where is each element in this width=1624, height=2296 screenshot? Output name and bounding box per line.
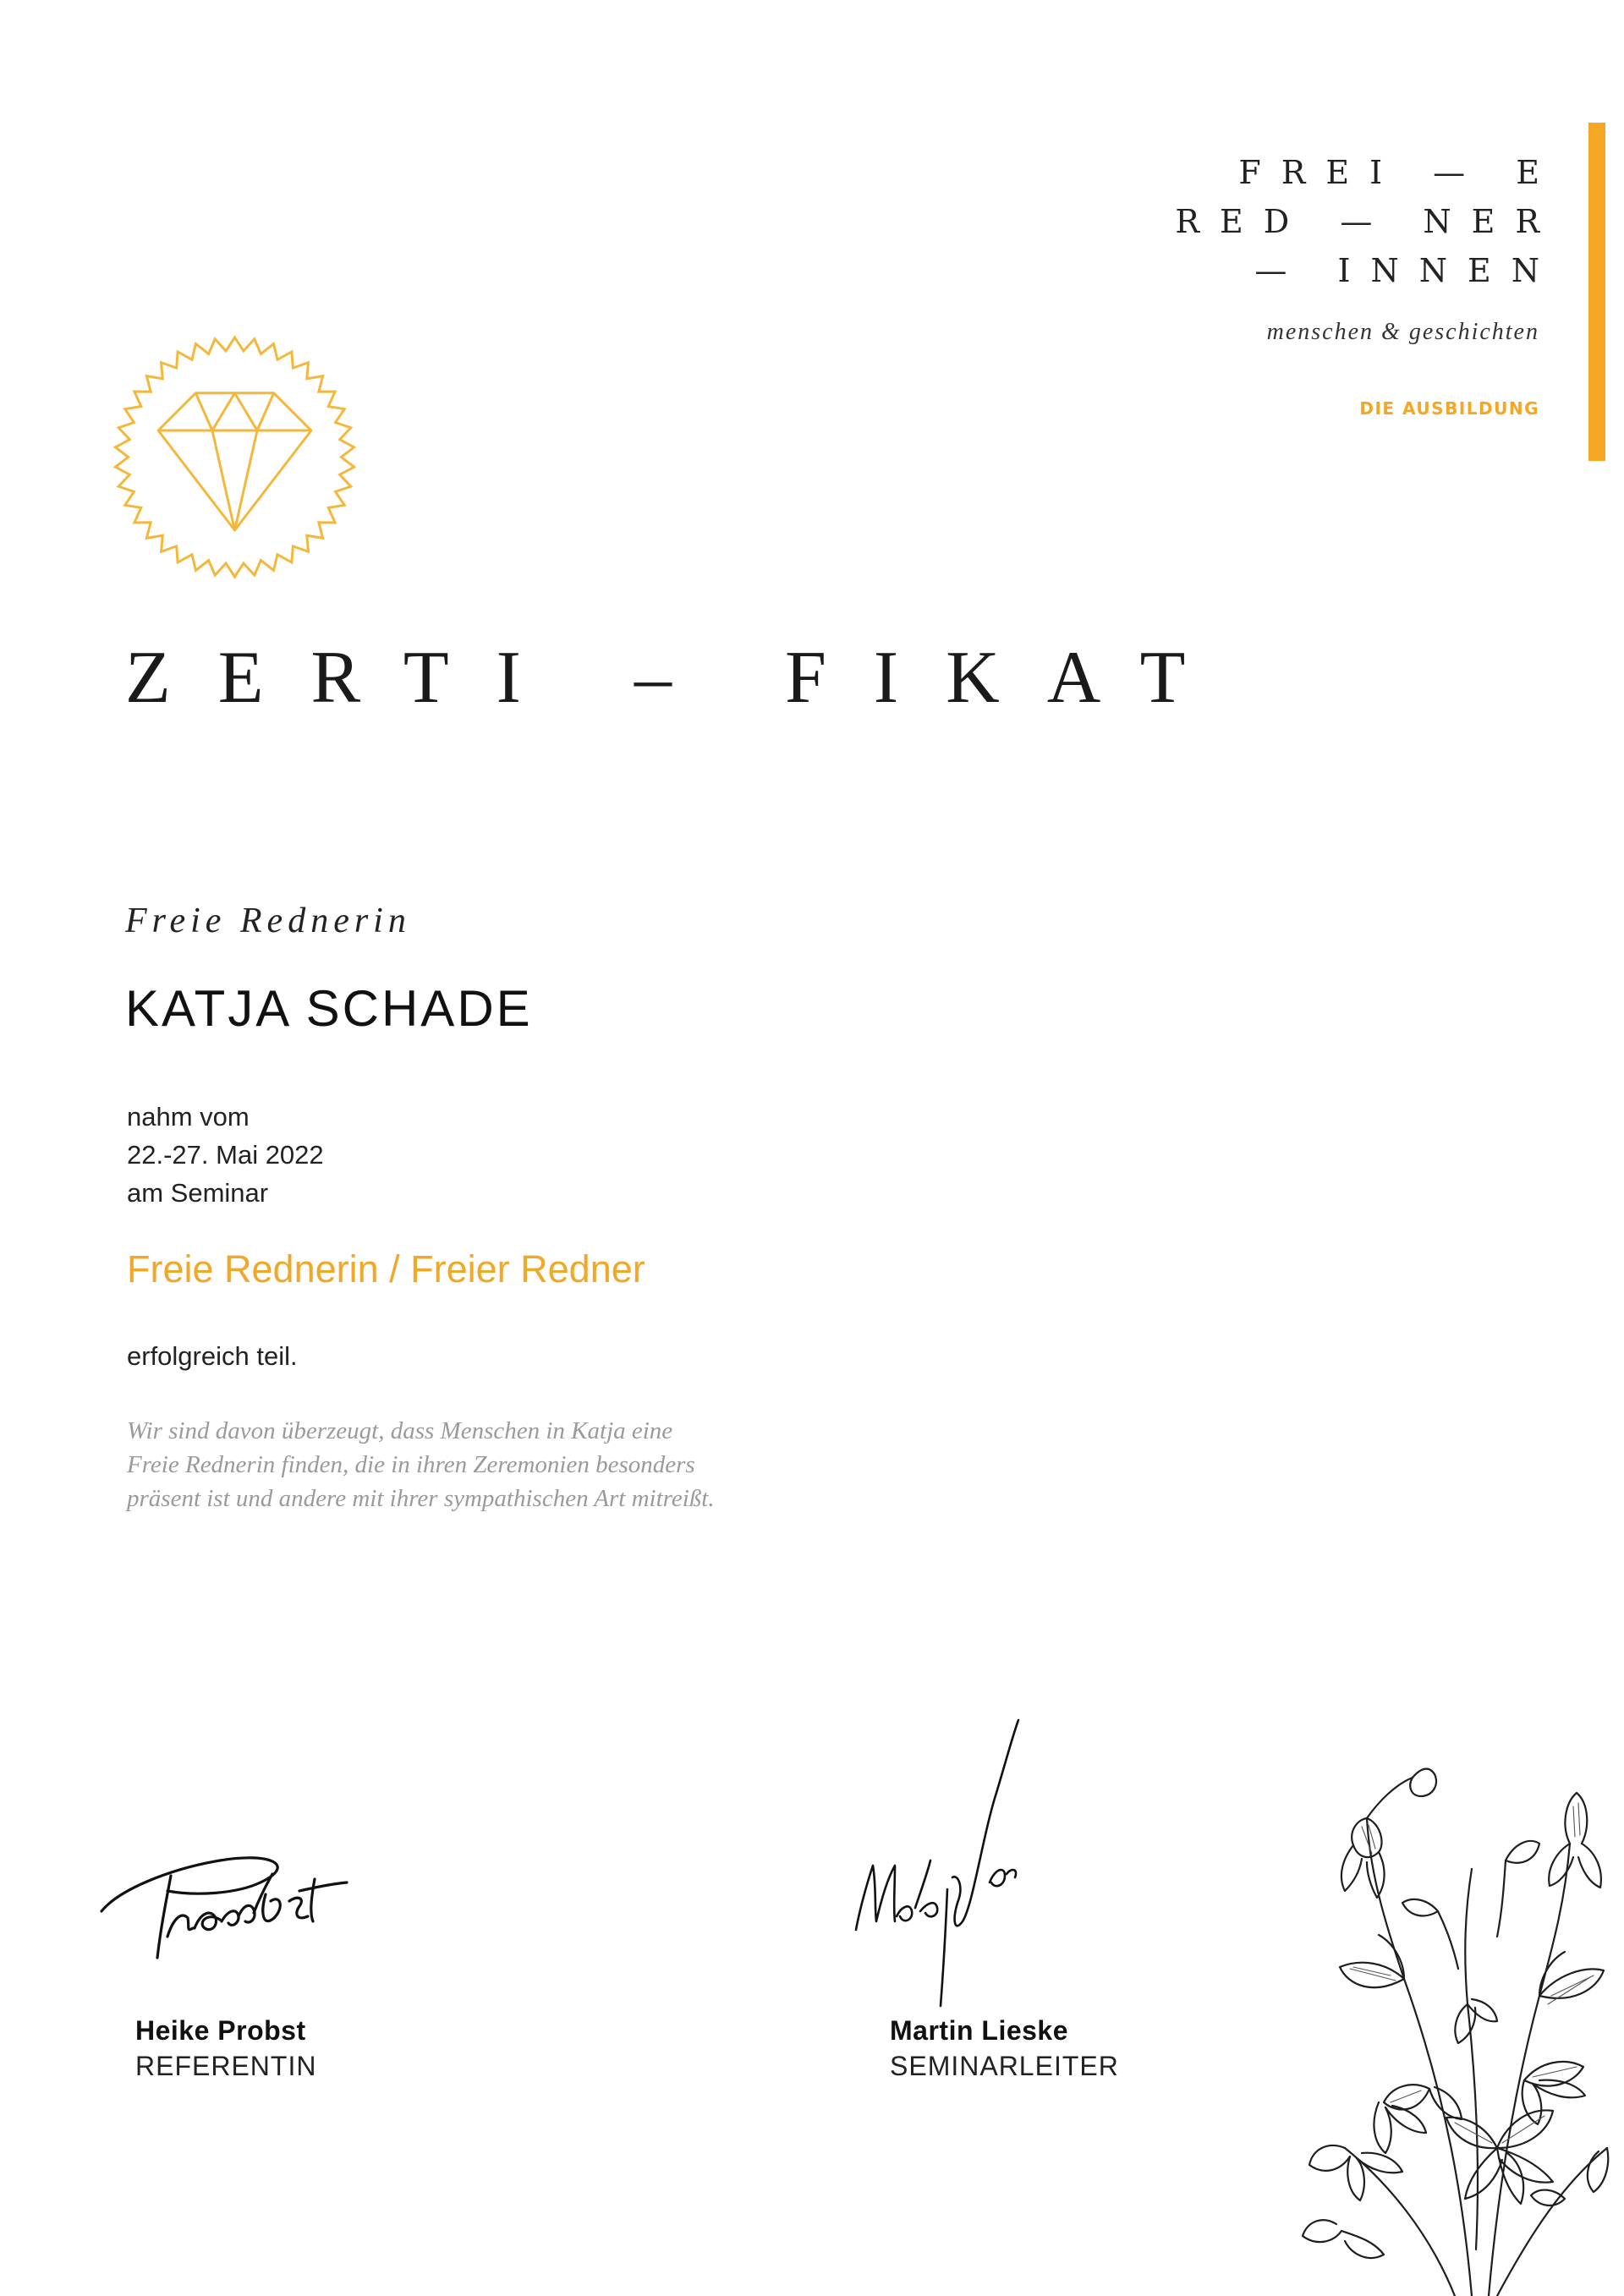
logo-line-3: — INNEN xyxy=(1254,252,1560,289)
signer-probst xyxy=(135,2013,316,2084)
signature-probst xyxy=(93,1810,414,1979)
certificate-title: ZERTI – FIKAT xyxy=(125,637,1233,719)
brand-subtitle: DIE AUSBILDUNG xyxy=(1359,398,1539,419)
intro-text xyxy=(127,1098,324,1212)
signer-role: REFERENTIN xyxy=(135,2051,317,2081)
intro-line: 22.-27. Mai 2022 xyxy=(127,1140,324,1170)
recipient-role: Freie Rednerin xyxy=(125,901,411,940)
endorsement-quote xyxy=(127,1414,888,1515)
signer-name: Heike Probst xyxy=(135,2015,306,2046)
signer-lieske xyxy=(890,2013,1119,2084)
flower-illustration-icon xyxy=(1286,1725,1624,2296)
signer-role: SEMINARLEITER xyxy=(890,2051,1119,2081)
signer-name: Martin Lieske xyxy=(890,2015,1069,2046)
completion-text: erfolgreich teil. xyxy=(127,1341,298,1371)
brand-accent-bar xyxy=(1588,123,1605,461)
quote-line: Freie Rednerin finden, die in ihren Zeremonien besonders xyxy=(127,1451,695,1478)
brand-tagline: menschen & geschichten xyxy=(1266,319,1539,345)
brand-logo xyxy=(1142,148,1560,419)
intro-line: am Seminar xyxy=(127,1178,269,1208)
logo-line-1: FREI — E xyxy=(1238,154,1560,191)
signature-lieske xyxy=(846,1708,1125,2013)
recipient-name: KATJA SCHADE xyxy=(125,980,533,1037)
logo-line-2: RED — NER xyxy=(1175,203,1560,240)
quote-line: Wir sind davon überzeugt, dass Menschen in Katja eine xyxy=(127,1417,673,1444)
course-title: Freie Rednerin / Freier Redner xyxy=(127,1247,645,1290)
quote-line: präsent ist und andere mit ihrer sympathischen Art mitreißt. xyxy=(127,1485,715,1512)
intro-line: nahm vom xyxy=(127,1102,250,1132)
diamond-icon xyxy=(110,332,359,582)
